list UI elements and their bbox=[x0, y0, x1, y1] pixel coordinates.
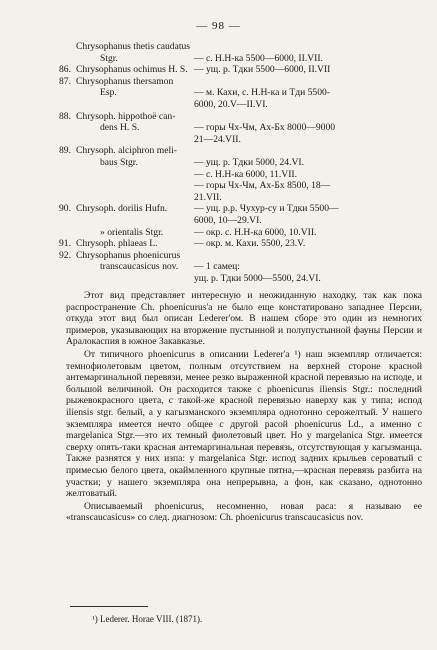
entry-number: 87. bbox=[59, 75, 71, 87]
species-entry bbox=[76, 41, 416, 53]
footnote: ¹) Lederer. Horae VIII. (1871). bbox=[92, 614, 203, 624]
species-name: Chrysoph. dorilis Hufn. bbox=[76, 203, 168, 215]
paragraph: Описываемый phoenicurus, несомненно, новая раса: я называю ее «transcaucasicus» со след. диагнозом: Ch. phoenicurus transcaucasicus nov. bbox=[66, 500, 422, 524]
locality: 21—24.VII. bbox=[194, 133, 241, 145]
species-entry bbox=[76, 261, 416, 273]
species-entry bbox=[76, 99, 416, 111]
species-entry bbox=[76, 122, 416, 134]
locality: — окр. м. Кахи. 5500, 23.V. bbox=[194, 238, 306, 250]
locality: — с. Н.Н-ка 5500—6000, II.VII. bbox=[194, 52, 323, 64]
species-entry bbox=[76, 180, 416, 192]
species-name: Chrysoph. hippothoë can- bbox=[76, 110, 176, 122]
species-entry bbox=[59, 238, 416, 250]
paragraph: От типичного phoenicurus в описании Lederer'а ¹) наш экземпляр отличается: темнофиолетовым цветом, полным отсутствием на верхней стороне красной антемаргинальной перевязи, менее резко выраженной красной перевязью на исподе, и большой величиной. Он расходится также с phoenicurus iliensis Stgr.: последний рыжевокрасного цвета, с такой-же красной перевязью наверху как у типа; испод iliensis stgr. белый, а у кагызманского экземпляра однотонно серожелтый. У нашего экземпляра имеется нечто общее с другой расой phoenicurus Ld., а именно с margelanica Stgr.—это их темный фиолетовый цвет. Но у margelanica Stgr. имеется сверху опять-таки красная антемаргинальная перевязь, отсутствующая у кагызманца. Также разнятся у них изпа: у margelanica Stgr. испод задних крыльев сероватый с примесью белого цвета, окаймленного крупные пятна,—красная перевязь разбита на участки; у нашего экземпляра она непрерывна, а фон, как сказано, однотонно желтоватый. bbox=[66, 348, 422, 500]
species-name: baus Stgr. bbox=[100, 156, 138, 168]
species-name: » orientalis Stgr. bbox=[100, 226, 164, 238]
species-entry bbox=[76, 87, 416, 99]
entry-number: 86. bbox=[59, 64, 71, 76]
entry-number: 89. bbox=[59, 145, 71, 157]
species-entry bbox=[76, 134, 416, 146]
species-name: Chrysophanus phoenicurus bbox=[76, 249, 181, 261]
locality: 6000, 10—29.VI. bbox=[194, 214, 262, 226]
locality: — м. Кахи, с. Н.Н-ка и Тди 5500- bbox=[194, 87, 330, 99]
footnote-rule bbox=[70, 606, 148, 607]
entry-number: 91. bbox=[59, 238, 71, 250]
species-entry bbox=[59, 64, 416, 76]
entry-number: 90. bbox=[59, 203, 71, 215]
species-name: Chrysophanus thetis caudatus bbox=[76, 41, 191, 52]
species-entry bbox=[59, 110, 416, 123]
species-entry bbox=[76, 273, 416, 285]
locality: — ущ. р. Тдки 5000, 24.VI. bbox=[194, 156, 305, 168]
species-name: Esp. bbox=[100, 87, 117, 99]
species-entry bbox=[59, 145, 416, 157]
species-entry bbox=[76, 169, 416, 181]
locality: — горы Чх-Чм, Ах-Бх 8500, 18— bbox=[194, 180, 331, 192]
entry-number: 88. bbox=[59, 110, 71, 122]
locality: — окр. с. Н.Н-ка 6000, 10.VII. bbox=[194, 226, 317, 238]
locality: ущ. р. Тдки 5000—5500, 24.VI. bbox=[194, 272, 321, 284]
species-entry bbox=[59, 249, 416, 262]
species-entry bbox=[76, 192, 416, 204]
species-entry bbox=[76, 53, 416, 65]
locality: 6000, 20.V—II.VI. bbox=[194, 98, 268, 110]
species-name: Chrysophanus ochimus H. S. bbox=[76, 64, 188, 76]
species-list bbox=[59, 41, 416, 284]
locality: — ущ. р.р. Чухур-су и Тдки 5500— bbox=[194, 203, 339, 215]
species-entry bbox=[59, 75, 416, 88]
prose-body bbox=[66, 290, 422, 524]
species-entry bbox=[76, 215, 416, 227]
locality: — горы Чх-Чм, Ах-Бх 8000—9000 bbox=[194, 122, 336, 134]
locality: 21.VII. bbox=[194, 191, 222, 203]
entry-number: 92. bbox=[59, 249, 71, 261]
species-name: Chrysoph. alciphron meli- bbox=[76, 145, 177, 157]
species-name: Stgr. bbox=[100, 52, 118, 64]
species-name: Chrysoph. phlaeas L. bbox=[76, 238, 158, 250]
species-entry bbox=[76, 227, 416, 239]
species-name: dens H. S. bbox=[100, 122, 140, 134]
species-name: Chrysophanus thersamon bbox=[76, 75, 174, 87]
locality: — 1 самец: bbox=[194, 261, 240, 273]
species-name: transcaucasicus nov. bbox=[100, 261, 179, 273]
species-entry bbox=[59, 203, 416, 215]
locality: — с. Н.Н-ка 6000, 11.VII. bbox=[194, 168, 298, 180]
page-number: — 98 — bbox=[196, 20, 241, 32]
paragraph: Этот вид представляет интересную и неожиданную находку, так как пока распространение Ch. phoenicurus'а не было еще констатировано западнее Персии, откуда этот вид был описан Lederer'ом. В нашем сборе это один из немногих примеров, указывающих на вторжение пустынной и полупустынной фауны Персии и Аралокаспия в южное Закавказье. bbox=[66, 290, 422, 348]
species-entry bbox=[76, 157, 416, 169]
locality: — ущ. р. Тдки 5500—6000, II.VII bbox=[194, 64, 331, 76]
